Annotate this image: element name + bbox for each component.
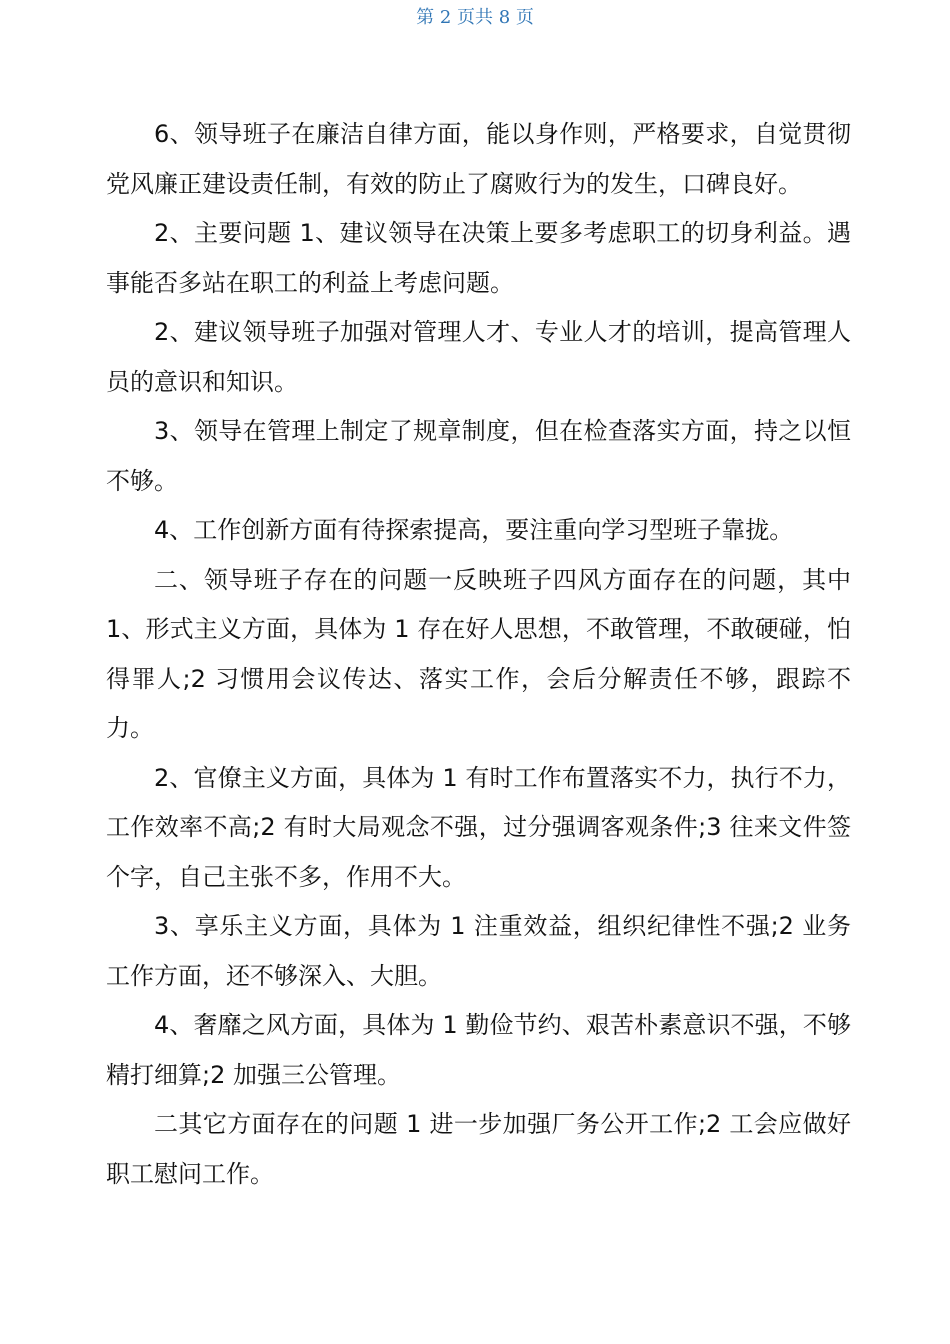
paragraph-talent-training: 2、建议领导班子加强对管理人才、专业人才的培训，提高管理人员的意识和知识。 — [106, 318, 851, 396]
paragraph-self-discipline: 6、领导班子在廉洁自律方面，能以身作则，严格要求，自觉贯彻党风廉正建设责任制，有效的防止了腐败行为的发生，口碑良好。 — [106, 120, 851, 198]
paragraph-hedonism: 3、享乐主义方面，具体为 1 注重效益，组织纪律性不强;2 业务工作方面，还不够深入、大胆。 — [106, 912, 851, 990]
page-indicator: 第 2 页共 8 页 — [416, 7, 534, 28]
paragraph-main-problems: 2、主要问题 1、建议领导在决策上要多考虑职工的切身利益。遇事能否多站在职工的利益上考虑问题。 — [106, 219, 851, 297]
paragraph-formalism: 二、领导班子存在的问题一反映班子四风方面存在的问题，其中 1、形式主义方面，具体为 1 存在好人思想，不敢管理，不敢硬碰，怕得罪人;2 习惯用会议传达、落实工作，会后分解责任不够，跟踪不力。 — [106, 565, 851, 742]
paragraph-rules-implementation: 3、领导在管理上制定了规章制度，但在检查落实方面，持之以恒不够。 — [106, 417, 851, 495]
paragraph-other-problems: 二其它方面存在的问题 1 进一步加强厂务公开工作;2 工会应做好职工慰问工作。 — [106, 1110, 851, 1188]
paragraph-innovation: 4、工作创新方面有待探索提高，要注重向学习型班子靠拢。 — [154, 516, 794, 544]
document-body — [106, 110, 851, 1199]
paragraph-extravagance: 4、奢靡之风方面，具体为 1 勤俭节约、艰苦朴素意识不强，不够精打细算;2 加强三公管理。 — [106, 1011, 851, 1089]
paragraph-bureaucratism: 2、官僚主义方面，具体为 1 有时工作布置落实不力，执行不力，工作效率不高;2 有时大局观念不强，过分强调客观条件;3 往来文件签个字，自己主张不多，作用不大。 — [106, 763, 851, 891]
